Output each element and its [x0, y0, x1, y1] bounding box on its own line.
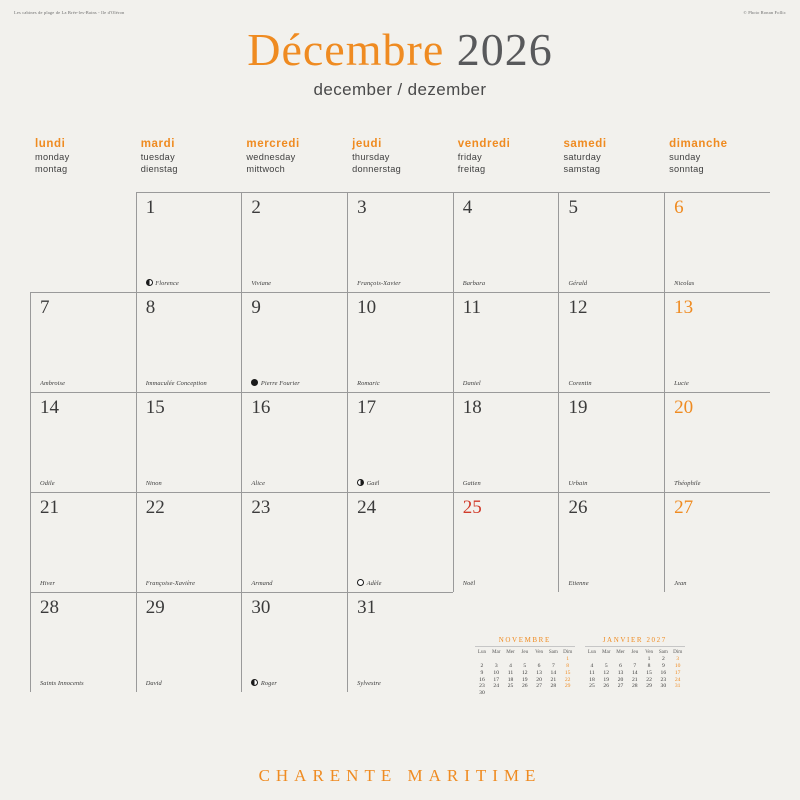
day-number: 25 — [462, 497, 482, 519]
day-number: 11 — [462, 297, 482, 319]
mini-calendar-day: 21 — [550, 676, 557, 683]
mini-calendar-day: 11 — [507, 669, 514, 676]
day-cell[interactable] — [30, 592, 136, 692]
mini-calendar-day: 5 — [523, 662, 527, 669]
saint-name — [674, 480, 766, 487]
mini-calendar-day: 8 — [566, 662, 570, 669]
mini-calendar-day: 29 — [646, 683, 652, 690]
day-number: 26 — [568, 497, 588, 519]
mini-calendar-day — [613, 656, 627, 663]
day-number: 21 — [40, 497, 59, 519]
day-number: 17 — [357, 397, 377, 419]
footer-region-label: CHARENTE MARITIME — [258, 766, 542, 785]
saint-name — [251, 280, 343, 287]
saint-name-label: Gérald — [568, 280, 588, 288]
day-number: 8 — [145, 297, 156, 319]
saint-name-label: Françoise-Xavière — [145, 580, 196, 588]
saint-name-label: Nicolas — [674, 280, 695, 288]
moon-phase-full-icon — [357, 579, 364, 586]
mini-calendar-header-row — [585, 649, 685, 656]
saint-name-label: Sylvestre — [357, 680, 381, 688]
day-number: 6 — [674, 197, 684, 219]
mini-calendar — [475, 636, 575, 696]
saint-name-label: Jean — [674, 580, 687, 588]
month-name: Décembre — [247, 24, 445, 75]
mini-calendar-day: 28 — [550, 683, 557, 690]
mini-calendar-week-row — [585, 656, 685, 663]
saint-name — [674, 380, 766, 387]
weekday-label-fr: vendredi — [457, 138, 511, 151]
saint-name-label: François-Xavier — [357, 280, 401, 288]
saint-name — [146, 480, 238, 487]
moon-phase-first-icon — [357, 479, 364, 486]
mini-calendar-day — [560, 690, 574, 697]
mini-calendar-day: 22 — [646, 676, 652, 683]
saint-name — [357, 579, 449, 587]
day-number: 13 — [674, 297, 694, 319]
day-number: 9 — [251, 297, 261, 319]
day-cell[interactable] — [241, 392, 347, 492]
saint-name — [357, 380, 449, 387]
saint-name-label: Lucie — [674, 380, 689, 388]
day-cell[interactable] — [241, 192, 347, 292]
saint-name-label: Saints Innocents — [40, 680, 84, 688]
saint-name — [463, 280, 555, 287]
day-cell[interactable] — [347, 492, 453, 592]
weekday-label-fr: mercredi — [246, 138, 300, 151]
saint-name-label: Romaric — [357, 380, 380, 388]
weekday-label-de: sonntag — [669, 164, 704, 175]
day-number: 24 — [357, 497, 377, 519]
weekday-column-friday — [453, 138, 559, 174]
day-number: 5 — [568, 197, 578, 219]
weekday-label-en: wednesday — [246, 152, 296, 163]
day-number: 29 — [145, 597, 165, 619]
saint-name — [146, 680, 238, 687]
saint-name-label: Noël — [462, 580, 476, 588]
day-cell[interactable] — [136, 592, 242, 692]
mini-calendar-day: 15 — [564, 669, 571, 676]
mini-calendar-day: 18 — [589, 676, 595, 683]
mini-calendar-day — [585, 656, 599, 663]
mini-calendar-day: 23 — [660, 676, 667, 683]
mini-calendar-day: 25 — [589, 683, 595, 690]
mini-calendar-day: 1 — [566, 656, 570, 663]
saint-name-label: Hiver — [40, 580, 56, 588]
saint-name — [251, 580, 343, 587]
weekday-label-fr: dimanche — [669, 138, 728, 151]
mini-calendar-weekday: Mar — [491, 649, 501, 656]
saint-name — [40, 480, 132, 487]
day-cell[interactable] — [241, 492, 347, 592]
saint-name — [357, 680, 449, 687]
weekday-column-sunday — [664, 138, 770, 174]
mini-calendar-day: 16 — [479, 676, 485, 683]
mini-calendar-weekday: Jeu — [631, 649, 639, 656]
day-cell[interactable] — [30, 292, 136, 392]
mini-calendar-table — [585, 649, 685, 690]
weekday-label-de: mittwoch — [246, 164, 286, 175]
saint-name — [146, 380, 238, 387]
mini-calendar-day — [503, 656, 517, 663]
saint-name-label: Ninon — [145, 480, 162, 488]
day-cell[interactable] — [453, 492, 559, 592]
day-cell[interactable] — [347, 592, 453, 692]
mini-calendar-day — [546, 656, 560, 663]
weekday-label-en: friday — [457, 152, 483, 163]
weekday-label-en: monday — [35, 152, 70, 163]
day-number: 31 — [357, 597, 377, 619]
day-cell[interactable] — [30, 492, 136, 592]
saint-name — [568, 480, 660, 487]
mini-calendar-day: 23 — [479, 683, 485, 690]
mini-calendar-week-row — [475, 663, 575, 670]
mini-calendar-day: 22 — [564, 676, 571, 683]
mini-calendar-title: NOVEMBRE — [475, 636, 575, 647]
mini-calendar-header-row — [475, 649, 575, 656]
mini-calendar-day: 7 — [633, 662, 637, 669]
saint-name-label: Gaël — [366, 480, 380, 488]
mini-calendar-day: 5 — [604, 662, 608, 669]
mini-calendar-day: 21 — [631, 676, 638, 683]
mini-calendar-day: 14 — [631, 669, 638, 676]
mini-calendar-weekday: Dim — [563, 649, 573, 656]
day-cell[interactable] — [241, 292, 347, 392]
mini-calendar-day — [503, 690, 517, 697]
mini-calendar-day: 9 — [661, 662, 665, 669]
month-subtitle: december / dezember — [313, 80, 487, 100]
saint-name — [568, 380, 660, 387]
page-title — [0, 26, 800, 74]
saint-name-label: Barbara — [462, 280, 486, 288]
weekday-label-de: montag — [35, 164, 68, 175]
mini-calendar-day: 12 — [603, 669, 610, 676]
mini-calendar-weekday: Mer — [616, 649, 625, 656]
mini-calendar-week-row — [475, 656, 575, 663]
weekday-column-monday — [30, 138, 136, 174]
day-number: 7 — [40, 297, 50, 319]
mini-calendar-day — [532, 690, 546, 697]
saint-name-label: Florence — [155, 280, 179, 288]
mini-calendar-day: 29 — [564, 683, 571, 690]
mini-calendar-day: 4 — [590, 662, 594, 669]
mini-calendar-weekday: Ven — [645, 649, 654, 656]
saint-name — [40, 380, 132, 387]
day-number: 20 — [674, 397, 694, 419]
mini-calendar-weekday: Lun — [587, 649, 597, 656]
day-cell[interactable] — [347, 192, 453, 292]
mini-calendar-day: 16 — [660, 669, 667, 676]
saint-name-label: Corentin — [568, 380, 592, 388]
photo-caption: Les cabines de plage de La Brée-les-Bains - Ile d'Oléron — [14, 10, 125, 15]
day-number: 4 — [462, 197, 473, 219]
mini-calendar-day: 24 — [493, 683, 500, 690]
mini-calendar-day: 20 — [536, 676, 542, 683]
day-number: 15 — [145, 397, 165, 419]
weekday-label-fr: mardi — [140, 138, 176, 151]
saint-name — [357, 479, 449, 487]
mini-calendar-day: 30 — [660, 683, 667, 690]
mini-calendar-day: 25 — [507, 683, 514, 690]
day-cell[interactable] — [558, 192, 664, 292]
calendar-grid — [30, 192, 770, 692]
saint-name-label: Daniel — [462, 380, 481, 388]
mini-calendar — [585, 636, 685, 696]
mini-calendar-week-row — [585, 663, 685, 670]
mini-calendar-table — [475, 649, 575, 696]
moon-phase-last-icon — [146, 279, 153, 286]
mini-calendar-day: 12 — [521, 669, 528, 676]
mini-calendar-day — [489, 656, 503, 663]
saint-name — [357, 280, 449, 287]
day-number: 3 — [357, 197, 367, 219]
empty-cell — [30, 192, 136, 292]
saint-name — [463, 380, 555, 387]
year-label: 2026 — [456, 24, 553, 75]
day-cell[interactable] — [347, 292, 453, 392]
mini-calendar-day: 14 — [550, 669, 557, 676]
mini-calendar-weekday: Jeu — [521, 649, 529, 656]
mini-calendar-week-row — [475, 676, 575, 683]
day-number: 1 — [145, 197, 156, 219]
day-cell[interactable] — [347, 392, 453, 492]
saint-name — [146, 580, 238, 587]
weekday-label-en: sunday — [669, 152, 701, 163]
weekday-label-fr: jeudi — [352, 138, 382, 151]
saint-name-label: Pierre Fourier — [260, 380, 300, 388]
day-number: 10 — [357, 297, 377, 319]
mini-calendar-weekday: Mar — [601, 649, 611, 656]
day-number: 30 — [251, 597, 271, 619]
mini-calendar-day: 3 — [676, 656, 680, 663]
day-cell[interactable] — [453, 292, 559, 392]
mini-calendar-day: 6 — [619, 662, 622, 669]
weekday-column-wednesday — [241, 138, 347, 174]
weekday-label-en: saturday — [563, 152, 602, 163]
saint-name-label: Ambroise — [40, 380, 66, 388]
mini-calendar-day: 30 — [479, 690, 485, 697]
mini-calendar-day: 6 — [537, 662, 541, 669]
saint-name-label: Odile — [40, 480, 55, 488]
mini-calendar-day — [518, 656, 532, 663]
mini-calendar-day — [518, 690, 532, 697]
mini-calendar-day: 15 — [646, 669, 652, 676]
mini-calendar-week-row — [475, 669, 575, 676]
saint-name-label: Urbain — [568, 480, 588, 488]
weekday-header-row — [30, 138, 770, 174]
mini-calendar-day: 2 — [661, 656, 665, 663]
weekday-column-thursday — [347, 138, 453, 174]
day-cell[interactable] — [136, 492, 242, 592]
mini-calendar-day: 4 — [509, 662, 512, 669]
saint-name-label: Viviane — [251, 280, 272, 288]
mini-calendar-day: 18 — [507, 676, 514, 683]
weekday-label-de: dienstag — [140, 164, 178, 175]
saint-name-label: Etienne — [568, 580, 589, 588]
saint-name — [463, 480, 555, 487]
mini-calendar-weekday: Dim — [673, 649, 683, 656]
saint-name-label: David — [145, 680, 162, 688]
saint-name — [463, 580, 555, 587]
day-cell[interactable] — [558, 392, 664, 492]
mini-calendar-day: 26 — [521, 683, 528, 690]
day-cell[interactable] — [241, 592, 347, 692]
day-cell[interactable] — [136, 292, 242, 392]
mini-calendar-weekday: Ven — [535, 649, 544, 656]
mini-calendar-day: 2 — [480, 662, 484, 669]
saint-name — [40, 680, 132, 687]
moon-phase-new-icon — [251, 379, 258, 386]
day-number: 28 — [40, 597, 59, 619]
mini-calendar-day: 3 — [494, 662, 498, 669]
day-number: 16 — [251, 397, 271, 419]
mini-calendar-day: 9 — [480, 669, 484, 676]
mini-calendar-day: 10 — [674, 662, 681, 669]
mini-calendar-day: 17 — [493, 676, 500, 683]
mini-calendar-day: 20 — [617, 676, 624, 683]
mini-calendar-day — [628, 656, 642, 663]
mini-calendar-title: JANVIER 2027 — [585, 636, 685, 647]
saint-name — [146, 279, 238, 287]
day-cell[interactable] — [136, 192, 242, 292]
mini-calendar-day: 11 — [589, 669, 595, 676]
day-cell[interactable] — [453, 192, 559, 292]
mini-calendar-day: 19 — [603, 676, 610, 683]
mini-calendar-week-row — [585, 669, 685, 676]
saint-name-label: Adèle — [366, 580, 382, 588]
day-number: 19 — [568, 397, 588, 419]
day-cell[interactable] — [453, 392, 559, 492]
weekday-label-en: thursday — [352, 152, 390, 163]
day-number: 23 — [251, 497, 271, 519]
weekday-label-de: donnerstag — [352, 164, 402, 175]
mini-calendar-week-row — [475, 690, 575, 697]
day-cell[interactable] — [664, 292, 770, 392]
day-cell[interactable] — [664, 192, 770, 292]
weekday-column-tuesday — [136, 138, 242, 174]
saint-name — [40, 580, 132, 587]
photo-credit: © Photo Ronan Follic — [743, 10, 786, 15]
saint-name-label: Immaculée Conception — [145, 380, 207, 388]
mini-calendar-day: 24 — [674, 676, 681, 683]
mini-calendar-day: 28 — [631, 683, 638, 690]
day-number: 14 — [40, 397, 59, 419]
mini-calendar-day: 27 — [617, 683, 624, 690]
mini-calendar-week-row — [475, 683, 575, 690]
day-number: 2 — [251, 197, 261, 219]
day-cell[interactable] — [558, 292, 664, 392]
day-cell[interactable] — [30, 392, 136, 492]
weekday-column-saturday — [558, 138, 664, 174]
saint-name — [251, 379, 343, 387]
day-cell[interactable] — [136, 392, 242, 492]
mini-calendar-day: 26 — [603, 683, 610, 690]
saint-name-label: Armand — [251, 580, 273, 588]
weekday-label-en: tuesday — [140, 152, 175, 163]
mini-calendar-day — [546, 690, 560, 697]
day-cell[interactable] — [664, 492, 770, 592]
mini-calendar-day: 27 — [536, 683, 542, 690]
mini-calendar-weekday: Sam — [658, 649, 668, 656]
saint-name — [251, 480, 343, 487]
mini-calendar-day: 17 — [674, 669, 681, 676]
saint-name-label: Roger — [260, 680, 277, 688]
title-block — [0, 0, 800, 100]
saint-name-label: Théophile — [674, 480, 701, 488]
mini-calendar-day: 31 — [674, 683, 681, 690]
mini-calendar-day: 10 — [493, 669, 500, 676]
saint-name — [568, 280, 660, 287]
mini-calendar-day: 1 — [647, 656, 651, 663]
mini-calendar-weekday: Sam — [548, 649, 558, 656]
mini-calendar-day — [599, 656, 613, 663]
mini-calendar-day: 13 — [617, 669, 624, 676]
day-number: 18 — [462, 397, 482, 419]
saint-name-label: Gatien — [462, 480, 481, 488]
mini-calendar-week-row — [585, 683, 685, 690]
mini-calendar-week-row — [585, 676, 685, 683]
weekday-label-de: freitag — [457, 164, 486, 175]
mini-calendar-day — [475, 656, 489, 663]
saint-name — [568, 580, 660, 587]
day-number: 27 — [674, 497, 694, 519]
weekday-label-fr: samedi — [563, 138, 607, 151]
saint-name — [251, 679, 343, 687]
day-cell[interactable] — [558, 492, 664, 592]
mini-calendar-day: 7 — [551, 662, 555, 669]
mini-calendar-day: 19 — [521, 676, 528, 683]
saint-name — [674, 280, 766, 287]
mini-calendars — [475, 636, 685, 696]
mini-calendar-day — [489, 690, 503, 697]
weekday-label-fr: lundi — [35, 138, 66, 151]
moon-phase-last-icon — [251, 679, 258, 686]
mini-calendar-day — [532, 656, 546, 663]
mini-calendar-weekday: Mer — [506, 649, 515, 656]
day-number: 22 — [145, 497, 165, 519]
weekday-label-de: samstag — [563, 164, 601, 175]
day-cell[interactable] — [664, 392, 770, 492]
mini-calendar-weekday: Lun — [477, 649, 487, 656]
day-number: 12 — [568, 297, 588, 319]
saint-name-label: Alice — [251, 480, 266, 488]
mini-calendar-day: 13 — [536, 669, 542, 676]
mini-calendar-day: 8 — [647, 662, 651, 669]
saint-name — [674, 580, 766, 587]
